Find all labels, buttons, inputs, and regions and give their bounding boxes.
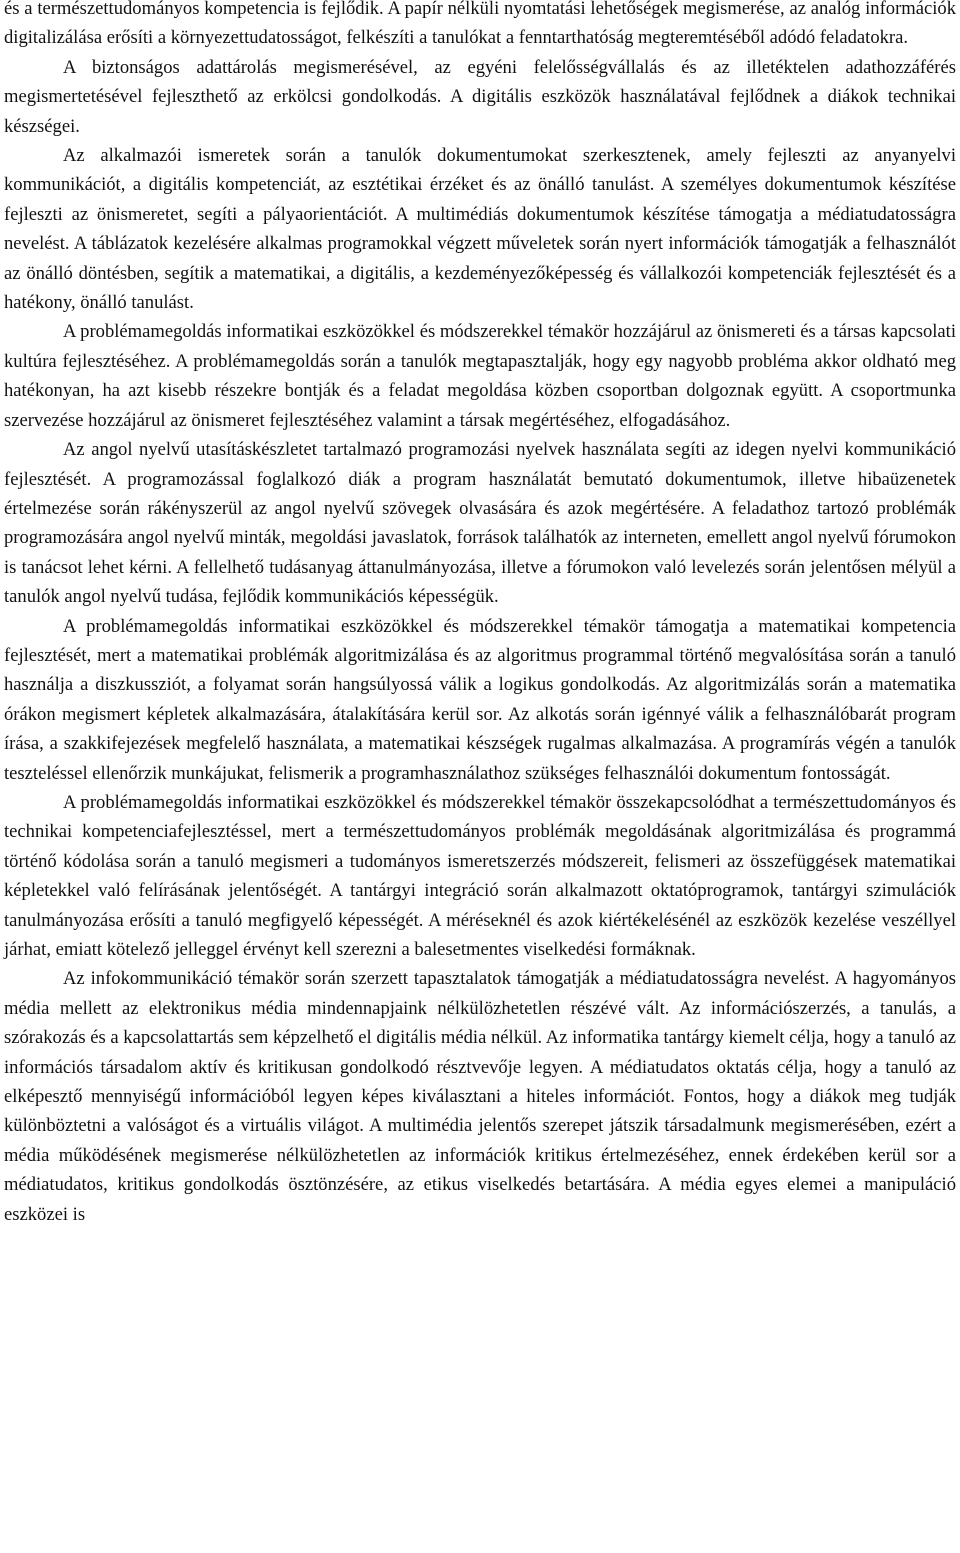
paragraph-application-knowledge: Az alkalmazói ismeretek során a tanulók dokumentumokat szerkesztenek, amely fejleszti az anyanyelvi kommunikációt, a digitális kompetenciát, az esztétikai érzéket és az önálló tanulást. A személyes dokumentumok készítése fejleszti az önismeretet, segíti a pályaorientációt. A multimédiás dokumentumok készítése támogatja a médiatudatosságra nevelést. A táblázatok kezelésére alkalmas programokkal végzett műveletek során nyert információk támogatják a felhasználót az önálló döntésben, segítik a matematikai, a digitális, a kezdeményezőképesség és vállalkozói kompetenciák fejlesztését és a hatékony, önálló tanulást. — [4, 145, 956, 314]
paragraph-secure-data-storage: A biztonságos adattárolás megismerésével, az egyéni felelősségvállalás és az illetéktelen adathozzáférés megismertetésével fejleszthető az erkölcsi gondolkodás. A digitális eszközök használatával fejlődnek a diákok technikai készségei. — [4, 56, 956, 137]
paragraph-media-literacy: Az infokommunikáció témakör során szerzett tapasztalatok támogatják a médiatudatosságra nevelést. A hagyományos média mellett az elektronikus média mindennapjaink nélkülözhetetlen részévé vált. Az információszerzés, a tanulás, a szórakozás és a kapcsolattartás sem képzelhető el digitális média nélkül. Az informatika tantárgy kiemelt célja, hogy a tanuló az információs társadalom aktív és kritikusan gondolkodó résztvevője legyen. A médiatudatos oktatás célja, hogy a tanuló az elképesztő mennyiségű információból legyen képes kiválasztani a hiteles információt. Fontos, hogy a diákok meg tudják különböztetni a valóságot és a virtuális világot. A multimédia jelentős szerepet játszik társadalmunk megismerésében, ezért a média működésének megismerése nélkülözhetetlen az információk kritikus értelmezéséhez, ennek érdekében kerül sor a médiatudatos, kritikus gondolkodás ösztönzésére, az etikus viselkedés betartására. A média egyes elemei a manipuláció eszközei is — [4, 968, 956, 1225]
paragraph-problem-solving-social: A problémamegoldás informatikai eszközökkel és módszerekkel témakör hozzájárul az önismereti és a társas kapcsolati kultúra fejlesztéséhez. A problémamegoldás során a tanulók megtapasztalják, hogy egy nagyobb probléma akkor oldható meg hatékonyan, ha azt kisebb részekre bontják és a feladat megoldása közben csoportban dolgoznak együtt. A csoportmunka szervezése hozzájárul az önismeret fejlesztéséhez valamint a társak megértéséhez, elfogadásához. — [4, 321, 956, 431]
paragraph-environmental-awareness: és a természettudományos kompetencia is fejlődik. A papír nélküli nyomtatási lehetőségek megismerése, az analóg információk digitalizálása erősíti a környezettudatosságot, felkészíti a tanulókat a fenntarthatóság megteremtéséből adódó feladatokra. — [4, 0, 956, 49]
paragraph-natural-science: A problémamegoldás informatikai eszközökkel és módszerekkel témakör összekapcsolódhat a természettudományos és technikai kompetenciafejlesztéssel, mert a természettudományos problémák megoldásának algoritmizálása és programmá történő kódolása során a tanuló megismeri a tudományos ismeretszerzés módszereit, felismeri az összefüggések matematikai képletekkel való felírásának jelentőségét. A tantárgyi integráció során alkalmazott oktatóprogramok, tantárgyi szimulációk tanulmányozása erősíti a tanuló megfigyelő képességét. A méréseknél és azok kiértékelésénél az eszközök kezelése veszéllyel járhat, emiatt kötelező jelleggel érvényt kell szerezni a balesetmentes viselkedési formáknak. — [4, 791, 956, 960]
paragraph-english-language: Az angol nyelvű utasításkészletet tartalmazó programozási nyelvek használata segíti az idegen nyelvi kommunikáció fejlesztését. A programozással foglalkozó diák a program használatát bemutató dokumentumok, illetve hibaüzenetek értelmezése során rákényszerül az angol nyelvű szövegek olvasására és azok megértésére. A feladathoz tartozó problémák programozására angol nyelvű minták, megoldási javaslatok, források találhatók az interneten, emellett angol nyelvű fórumokon is tanácsot lehet kérni. A fellelhető tudásanyag áttanulmányozása, illetve a fórumokon való levelezés során jelentősen mélyül a tanulók angol nyelvű tudása, fejlődik kommunikációs képességük. — [4, 439, 956, 608]
paragraph-mathematical-competence: A problémamegoldás informatikai eszközökkel és módszerekkel témakör támogatja a matematikai kompetencia fejlesztését, mert a matematikai problémák algoritmizálása és az algoritmus programmal történő megvalósítása során a tanuló használja a diszkussziót, a folyamat során hangsúlyossá válik a logikus gondolkodás. Az algoritmizálás során a matematika órákon megismert képletek alkalmazására, átalakítására kerül sor. Az alkotás során igénnyé válik a felhasználóbarát program írása, a szakkifejezések megfelelő használata, a matematikai készségek rugalmas alkalmazása. A programírás végén a tanulók teszteléssel ellenőrzik munkájukat, felismerik a programhasználathoz szükséges felhasználói dokumentum fontosságát. — [4, 615, 956, 784]
